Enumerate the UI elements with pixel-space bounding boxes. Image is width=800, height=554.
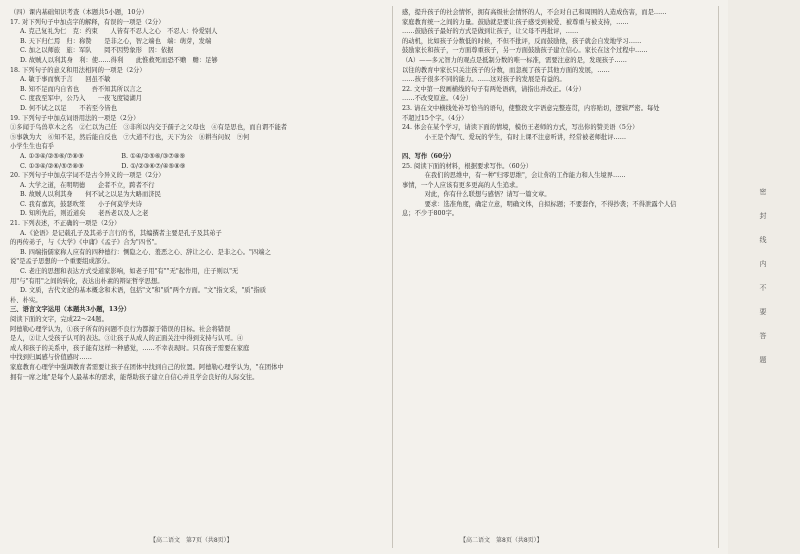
- binding-margin: [728, 0, 800, 554]
- binding-warning-text: 密封线内不要答题: [759, 188, 767, 364]
- right-column-text-line: 24. 体会在某个学习，请读下面的情境，模仿王老师的方式，写出你的赞美语（5分）: [402, 124, 639, 132]
- right-column-text-line: 22. 文中第一段画横线的句子有两处语病，请指出并改正。（4分）: [402, 85, 585, 93]
- left-column-text-line: A. 敏于事而慎于言 回虽不敏: [20, 76, 111, 84]
- left-column-text-line: B. 四端指儒家称人应有的四种德行：恻隐之心、羞恶之心、辞让之心、是非之心。"四端之: [20, 248, 271, 256]
- left-column-text-line: （四）课内基础知识考查（本题共5小题，10分）: [10, 9, 148, 16]
- left-column-text-line: 阿德勒心理学认为，①孩子所有的问题不良行为都源于错误的目标。社会将错误: [10, 325, 231, 333]
- right-column-text-line: 感，提升孩子的社会情怀，拥有高级社会情怀的人，不会对自己和周围的人造成伤害，而是……: [402, 9, 667, 16]
- left-column-text-line: C. 我有嘉宾，鼓瑟吹笙 小子何莫学夫诗: [20, 200, 142, 208]
- left-column-text-line: B. 天下归仁焉 归：称赞 是非之心，智之端也 端：萌芽，发端: [20, 37, 212, 45]
- binding-divider: [718, 6, 719, 548]
- left-column-text-line: 阅读下面的文字，完成22～24题。: [10, 316, 108, 323]
- right-column-text-line: 小王是个淘气、爱玩的学生，有时上课不注意听讲，经常被老师批评……: [412, 133, 627, 141]
- left-column-text-line: ①多闻于鸟兽草木之名 ②仁以为己任 ③非所以内交于孺子之父母也 ④有是思也，而自谓不能者: [10, 124, 288, 132]
- left-column-text-line: D. 何不试之以足 不若至今皆也: [20, 104, 117, 112]
- left-column-text-line: 中找到归属感与价值感时……: [10, 354, 92, 362]
- right-column-text-line: 以往的教育中家长只关注孩子的分数，而忽视了孩子其他方面的发展，……: [402, 66, 610, 74]
- right-column-text-line: （A）——多元智力的观点是抵制分数的唯一标准，需要注意的是，发现孩子……: [402, 56, 627, 64]
- left-column-text-line: 小学生生也有乎: [10, 143, 55, 151]
- left-column-text-line: C. 老庄的思想和表达方式受道家影响，如老子用"有""无"起作用，庄子则以"无: [20, 268, 239, 276]
- page-divider: [392, 6, 393, 548]
- left-column-text-line: B. 故贼人以利其身 何不试之以足为大略而济民: [20, 191, 161, 199]
- left-column-text-line: 三、语言文字运用（本题共3小题，13分）: [10, 306, 131, 314]
- right-column-text-line: 23. 请在文中横线处补写恰当的语句，使整段文字语意完整连贯，内容贴切，逻辑严密。每处: [402, 104, 660, 112]
- right-column-text-line: 25. 阅读下面的材料，根据要求写作。（60分）: [402, 162, 533, 170]
- left-column-text-line: D. 故贼人以利其身 利：使……得利 此惟救死而恐不赡 赡：足够: [20, 56, 218, 64]
- left-column-text-line: 是人，②让人受孩子认可的表达。③让孩子从成人的正面关注中得到支持与认可。④: [10, 335, 243, 343]
- right-column-text-line: 息；不少于800字。: [402, 210, 459, 218]
- left-column-text-line: 拥有一席之地"是每个人最基本的需求，能帮助孩子建立自信心并且学会良好的人际交往。: [10, 373, 259, 381]
- right-column-text-line: 家庭教育统一之间的力量。鼓励就是要让孩子感受到被爱、被尊重与被支持，……: [402, 18, 629, 26]
- right-column-text-line: ……不改变原意。（4分）: [402, 95, 473, 103]
- left-column-text-line: D. 文质，古代文论的基本概念和术语，包括"文"和"质"两个方面。"文"指文采，"质"指质: [20, 287, 267, 295]
- right-column-text-line: ……孩子很多不同的能力。……这对孩子的发展是有益的。: [402, 76, 566, 84]
- right-column-text-line: 鼓励家长和孩子，一方面尊重孩子，另一方面鼓励孩子建立信心。家长在这个过程中……: [402, 47, 648, 55]
- right-page-footer: 【高二语文 第8页（共8页）】: [460, 537, 543, 544]
- left-column-text-line: 家庭教育心理学中强调教育者需要让孩子在团体中找到自己的位置。阿德勒心理学认为，"在团体中: [10, 363, 284, 371]
- left-column-text-line: 成人和孩子的关系中，孩子能有这样一种感觉，……不幸表现时。只有孩子需要在家庭: [10, 344, 250, 352]
- left-column-text-line: 的再传弟子，与《大学》《中庸》《孟子》合为"四书"。: [10, 239, 161, 247]
- left-column-text-line: D. 知所先后，则近道矣 老吾老以及人之老: [20, 210, 149, 218]
- left-column-text-line: 朴、朴实。: [10, 296, 42, 304]
- right-column-text-line: 四、写作（60分）: [402, 152, 455, 160]
- right-column-text-line: 要求：选准角度，确定立意，明确文体，自拟标题；不要套作，不得抄袭；不得泄露个人信: [412, 200, 677, 208]
- left-column-text-line: ⑤事孰为大 ⑥知不足，然后能自反也 ⑦大道不行也，天下为公 ⑧耕当问奴 ⑨何: [10, 133, 250, 141]
- left-column-text-line: 18. 下列句子的意义和用法相同的一项是（2分）: [10, 66, 146, 74]
- left-page-footer: 【高二语文 第7页（共8页）】: [150, 537, 233, 544]
- left-page-column: [10, 8, 385, 382]
- left-column-text-line: 说"是孟子思想的一个重要组成部分。: [10, 258, 114, 266]
- left-column-text-line: 用"与"有用"之间的转化，表达出朴素的辩证哲学思想。: [10, 277, 164, 285]
- left-column-text-line: A.《论语》是记载孔子及其弟子言行的书，其编撰者主要是孔子及其弟子: [20, 229, 222, 237]
- right-column-text-line: 的动机，比如孩子分数低的时候，不但不批评，反而鼓励他，孩子就会自发地学习……: [402, 37, 642, 45]
- left-column-text-line: A. 大学之道，在明明德 企者不立，跨者不行: [20, 181, 155, 189]
- left-column-text-line: 19. 下列句子中加点词语用法的一项是（2分）: [10, 114, 140, 122]
- right-column-text-line: 对此，你有什么联想与感悟？请写一篇文章。: [412, 191, 551, 199]
- right-column-text-line: 不超过15个字。（4分）: [402, 114, 468, 122]
- left-column-text-line: C. 度我至军中，公乃入 一夜飞度镜湖月: [20, 95, 142, 103]
- left-column-text-line: C. 加之以师旅 旅：军队 罔不因势象形 因：依据: [20, 47, 174, 55]
- left-column-text-line: 21. 下列表述，不正确的一项是（2分）: [10, 220, 121, 228]
- left-column-text-line: A. 克己复礼为仁 克：约束 人皆有不忍人之心 不忍人：怜爱别人: [20, 28, 218, 36]
- left-column-text-line: 17. 对下列句子中加点字的解释，有误的一项是（2分）: [10, 18, 165, 26]
- right-column-text-line: 在我们的思维中，有一种"归零思维"，会让你的工作能力和人生境界……: [412, 172, 626, 180]
- right-column-text-line: 事情，一个人应该有更多更高的人生追求。: [402, 181, 522, 189]
- right-page-column: [402, 8, 708, 219]
- right-column-text-line: ……鼓励孩子最好的方式是做到让孩子，让父母不再批评，……: [402, 28, 579, 36]
- left-column-text-line: B. 知不足而内自省也 吾不知其所以言之: [20, 85, 142, 93]
- left-column-text-line: A. ①③④/②⑤⑥/⑦⑧⑨ B. ①④/②⑤⑥/③⑦⑧⑨: [20, 152, 186, 160]
- right-column-text-line: [402, 142, 708, 152]
- left-column-text-line: 20. 下列句子中加点字词不是古今异义的一项是（2分）: [10, 172, 165, 180]
- left-column-text-line: C. ①③④/②⑥/⑤⑦⑧⑨ D. ①/②③⑥⑦/④⑤⑧⑨: [20, 162, 186, 170]
